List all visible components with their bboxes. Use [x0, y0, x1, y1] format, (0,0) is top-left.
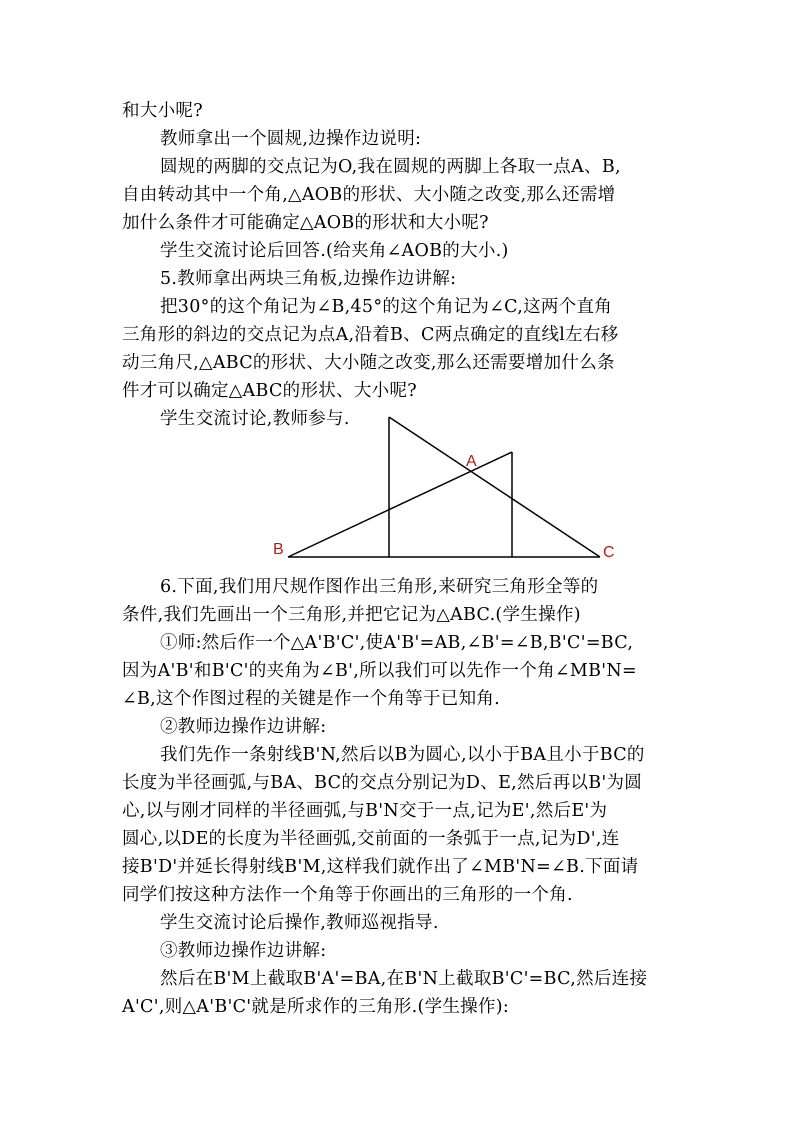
text-line: 同学们按这种方法作一个角等于你画出的三角形的一个角.	[122, 885, 573, 905]
text-line: 学生交流讨论,教师参与.	[160, 409, 350, 429]
text-line: ①师:然后作一个△A'B'C',使A'B'=AB,∠B'=∠B,B'C'=BC,	[160, 633, 634, 653]
hypotenuse-right-triangle	[288, 452, 512, 557]
label-b: B	[273, 541, 284, 558]
text-line: 学生交流讨论后回答.(给夹角∠AOB的大小.)	[160, 241, 509, 261]
text-line: 圆规的两脚的交点记为O,我在圆规的两脚上各取一点A、B,	[160, 157, 621, 177]
text-line: 接B'D'并延长得射线B'M,这样我们就作出了∠MB'N=∠B.下面请	[122, 857, 639, 877]
text-line: 因为A'B'和B'C'的夹角为∠B',所以我们可以先作一个角∠MB'N=	[122, 661, 637, 681]
text-line: 6.下面,我们用尺规作图作出三角形,来研究三角形全等的	[160, 577, 599, 597]
text-line: ③教师边操作边讲解:	[160, 941, 327, 961]
text-line: 把30°的这个角记为∠B,45°的这个角记为∠C,这两个直角	[160, 297, 613, 317]
text-line: 自由转动其中一个角,△AOB的形状、大小随之改变,那么还需增	[122, 185, 616, 205]
text-line: 动三角尺,△ABC的形状、大小随之改变,那么还需要增加什么条	[122, 353, 615, 373]
text-line: ∠B,这个作图过程的关键是作一个角等于已知角.	[122, 689, 501, 709]
text-line: 长度为半径画弧,与BA、BC的交点分别记为D、E,然后再以B'为圆	[122, 773, 643, 793]
text-line: 教师拿出一个圆规,边操作边说明:	[160, 129, 422, 149]
text-line: 然后在B'M上截取B'A'=BA,在B'N上截取B'C'=BC,然后连接	[160, 969, 648, 989]
text-line: 和大小呢?	[122, 101, 203, 121]
label-a: A	[466, 453, 477, 470]
text-line: 学生交流讨论后操作,教师巡视指导.	[160, 913, 439, 933]
text-line: 圆心,以DE的长度为半径画弧,交前面的一条弧于一点,记为D',连	[122, 829, 620, 849]
text-line: 心,以与刚才同样的半径画弧,与B'N交于一点,记为E',然后E'为	[122, 801, 608, 821]
text-line: ②教师边操作边讲解:	[160, 717, 327, 737]
hypotenuse-left-triangle	[389, 417, 600, 557]
text-line: 三角形的斜边的交点记为点A,沿着B、C两点确定的直线l左右移	[122, 325, 619, 345]
text-line: 加什么条件才可能确定△AOB的形状和大小呢?	[122, 213, 489, 233]
text-line: 我们先作一条射线B'N,然后以B为圆心,以小于BA且小于BC的	[160, 745, 645, 765]
text-line: 件才可以确定△ABC的形状、大小呢?	[122, 381, 417, 401]
text-line: 条件,我们先画出一个三角形,并把它记为△ABC.(学生操作)	[122, 605, 581, 625]
text-line: 5.教师拿出两块三角板,边操作边讲解:	[160, 269, 457, 289]
text-line: A'C',则△A'B'C'就是所求作的三角形.(学生操作):	[122, 997, 510, 1017]
label-c: C	[603, 544, 615, 561]
